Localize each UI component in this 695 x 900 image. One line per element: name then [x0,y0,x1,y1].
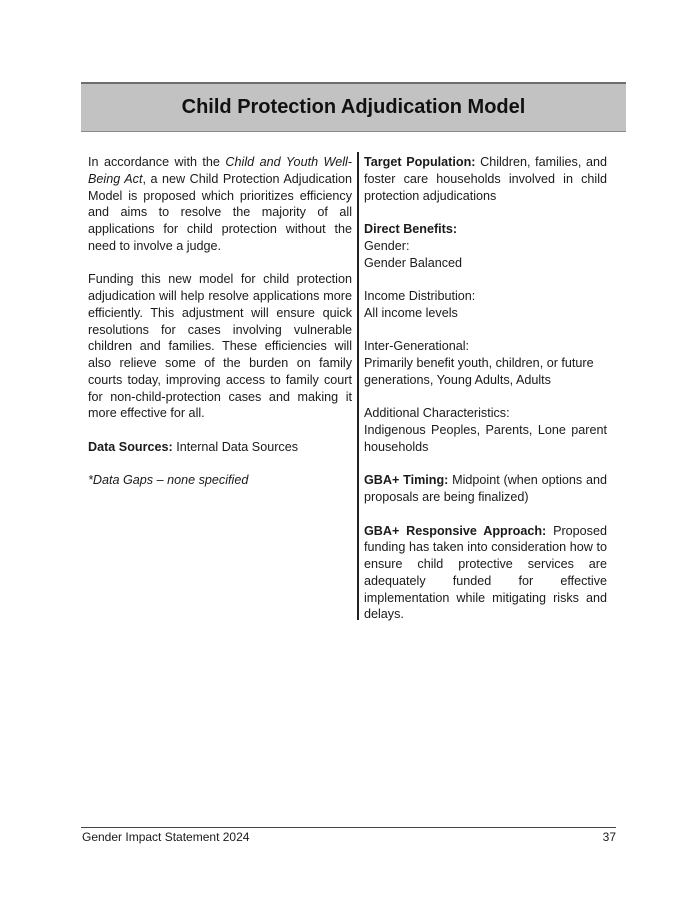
intro-text-start: In accordance with the [88,155,226,169]
gender-label: Gender: [364,238,410,253]
direct-benefits-heading [364,221,607,238]
act-name: Child and Youth Well-Being Act [88,155,352,186]
target-population-label: Target Population: [364,155,476,169]
data-gaps [88,472,352,489]
income-label: Income Distribution: [364,289,476,303]
gba-timing-label: GBA+ Timing: [364,473,449,488]
gba-timing [364,472,607,506]
target-population-value: Children, families, and foster care households involved in child protection adjudications [364,155,607,203]
right-column [364,154,607,623]
target-population [364,154,607,204]
left-column [88,154,352,489]
gba-approach-value: Proposed funding has taken into consideration how to ensure child protective services are adequately funded for effective implementation while mitigating risks and delays. [364,523,607,622]
intro-text-end: , a new Child Protection Adjudication Model is proposed which prioritizes efficiency and aims to resolve the majority of all applications for child protection without the need to involve a judge. [88,171,353,253]
gba-approach-label: GBA+ Responsive Approach: [364,523,547,538]
funding-paragraph: Funding this new model for child protection adjudication will help resolve applications more efficiently. This adjustment will ensure quick resolutions for cases involving vulnerable children and families. These efficiencies will also relieve some of the burden on family courts today, improving access to family court for non-child-protection cases and making it more effective for all. [88,272,352,421]
direct-benefits-label: Direct Benefits: [364,222,458,236]
intergenerational-value: Primarily benefit youth, children, or future generations, Young Adults, Adults [364,356,594,387]
footer-rule [81,827,616,828]
gba-timing-value: Midpoint (when options and proposals are being finalized) [364,473,607,504]
page-title: Child Protection Adjudication Model [181,96,526,118]
footer-document-title: Gender Impact Statement 2024 [82,830,250,844]
data-sources-value: Internal Data Sources [172,439,299,454]
title-banner [81,82,626,132]
additional-characteristics-label: Additional Characteristics: [364,406,510,421]
gender-value: Gender Balanced [364,255,463,270]
additional-characteristics-value: Indigenous Peoples, Parents, Lone parent households [364,423,607,454]
intro-paragraph [88,154,352,255]
data-gaps-text: *Data Gaps – none specified [88,473,249,488]
intergenerational-label: Inter-Generational: [364,339,470,354]
column-divider [357,152,359,620]
page-number: 37 [602,830,616,844]
data-sources-label: Data Sources: [88,439,173,454]
income-value: All income levels [364,305,458,320]
data-sources [88,439,352,456]
gba-responsive-approach [364,523,607,624]
